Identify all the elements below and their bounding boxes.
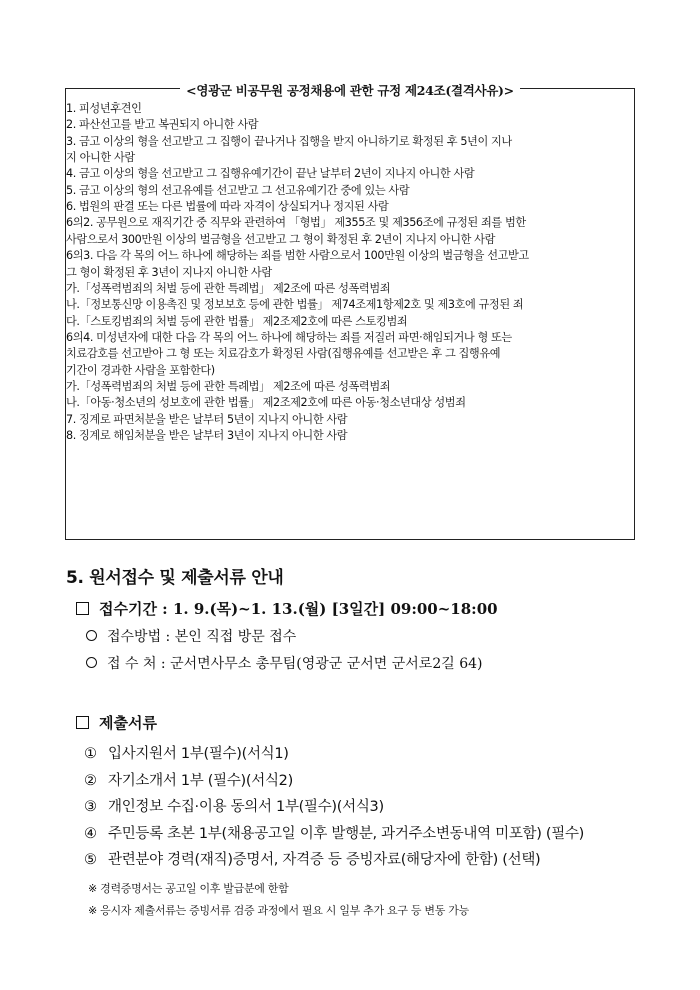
doc-text: 입사지원서 1부(필수)(서식1) <box>108 746 289 762</box>
regulation-line: 1. 피성년후견인 <box>66 102 142 115</box>
note-1: ※ 경력증명서는 공고일 이후 발급분에 한함 <box>88 882 289 895</box>
doc-text: 자기소개서 1부 (필수)(서식2) <box>108 772 293 789</box>
regulation-title: <영광군 비공무원 공정채용에 관한 규정 제24조(결격사유)> <box>62 80 638 99</box>
regulation-line: 6의3. 다음 각 목의 어느 하나에 해당하는 죄를 범한 사람으로서 100만원 이상의 벌금형을 선고받고 <box>66 249 529 263</box>
doc-item <box>84 848 540 869</box>
regulation-line: 4. 금고 이상의 형을 선고받고 그 집행유예기간이 끝난 날부터 2년이 지나지 아니한 사람 <box>66 167 475 181</box>
doc-text: 개인정보 수집·이용 동의서 1부(필수)(서식3) <box>108 799 384 815</box>
regulation-line: 기간이 경과한 사람을 포함한다) <box>66 363 215 377</box>
method-text: 접수방법 : 본인 직접 방문 접수 <box>107 629 297 645</box>
period-line <box>76 598 498 619</box>
docs-title: 제출서류 <box>99 714 157 732</box>
regulation-line: 7. 징계로 파면처분을 받은 날부터 5년이 지나지 아니한 사람 <box>66 412 348 426</box>
doc-item <box>84 822 584 843</box>
place-line <box>86 653 483 673</box>
regulation-line: 6의2. 공무원으로 재직기간 중 직무와 관련하여 「형법」 제355조 및 제356조에 규정된 죄를 범한 <box>66 216 526 230</box>
checkbox-square-icon <box>76 602 89 615</box>
doc-item <box>84 795 384 816</box>
circle-bullet-icon <box>86 657 97 668</box>
doc-number: ④ <box>84 825 97 842</box>
doc-number: ⑤ <box>84 852 97 868</box>
regulation-line: 가.「성폭력범죄의 처벌 등에 관한 특례법」 제2조에 따른 성폭력범죄 <box>66 379 391 393</box>
doc-text: 주민등록 초본 1부(채용공고일 이후 발행분, 과거주소변동내역 미포함) (필수) <box>108 825 585 842</box>
note-2: ※ 응시자 제출서류는 증빙서류 검증 과정에서 필요 시 일부 추가 요구 등 변동 가능 <box>88 904 469 917</box>
regulation-line: 8. 징계로 해임처분을 받은 날부터 3년이 지나지 아니한 사람 <box>66 429 348 442</box>
place-text: 접 수 처 : 군서면사무소 총무팀(영광군 군서면 군서로2길 64) <box>107 656 483 672</box>
doc-number: ① <box>84 746 97 762</box>
circle-bullet-icon <box>86 630 97 641</box>
doc-number: ③ <box>84 799 97 815</box>
doc-item <box>84 769 293 790</box>
doc-text: 관련분야 경력(재직)증명서, 자격증 등 증빙자료(해당자에 한함) (선택) <box>108 852 541 868</box>
regulation-line: 나.「아동·청소년의 성보호에 관한 법률」 제2조제2호에 따른 아동·청소년대상 성범죄 <box>66 396 466 410</box>
docs-title-line <box>76 712 157 733</box>
regulation-line: 3. 금고 이상의 형을 선고받고 그 집행이 끝나거나 집행을 받지 아니하기로 확정된 후 5년이 지나 <box>66 134 512 148</box>
regulation-line: 지 아니한 사람 <box>66 151 135 165</box>
method-line <box>86 626 296 646</box>
regulation-line: 사람으로서 300만원 이상의 벌금형을 선고받고 그 형이 확정된 후 2년이 지나지 아니한 사람 <box>66 232 495 246</box>
regulation-line: 6. 법원의 판결 또는 다른 법률에 따라 자격이 상실되거나 정지된 사람 <box>66 200 389 214</box>
regulation-line: 다.「스토킹범죄의 처벌 등에 관한 법률」 제2조제2호에 따른 스토킹범죄 <box>66 314 408 328</box>
regulation-line: 나.「정보통신망 이용촉진 및 정보보호 등에 관한 법률」 제74조제1항제2호 및 제3호에 규정된 죄 <box>66 298 524 312</box>
checkbox-square-icon <box>76 716 89 729</box>
regulation-line: 6의4. 미성년자에 대한 다음 각 목의 어느 하나에 해당하는 죄를 저질러 파면·해임되거나 형 또는 <box>66 330 512 344</box>
period-text: 접수기간 : 1. 9.(목)~1. 13.(월) [3일간] 09:00~18:00 <box>99 600 498 618</box>
doc-item <box>84 742 289 763</box>
section-title: 5. 원서접수 및 제출서류 안내 <box>66 568 284 588</box>
regulation-line: 5. 금고 이상의 형의 선고유예를 선고받고 그 선고유예기간 중에 있는 사람 <box>66 183 410 197</box>
doc-number: ② <box>84 772 97 789</box>
regulation-line: 가.「성폭력범죄의 처벌 등에 관한 특례법」 제2조에 따른 성폭력범죄 <box>66 281 391 295</box>
regulation-line: 2. 파산선고를 받고 복권되지 아니한 사람 <box>66 118 259 132</box>
regulation-line: 그 형이 확정된 후 3년이 지나지 아니한 사람 <box>66 265 272 279</box>
regulation-line: 치료감호를 선고받아 그 형 또는 치료감호가 확정된 사람(집행유예를 선고받은 후 그 집행유예 <box>66 347 501 361</box>
